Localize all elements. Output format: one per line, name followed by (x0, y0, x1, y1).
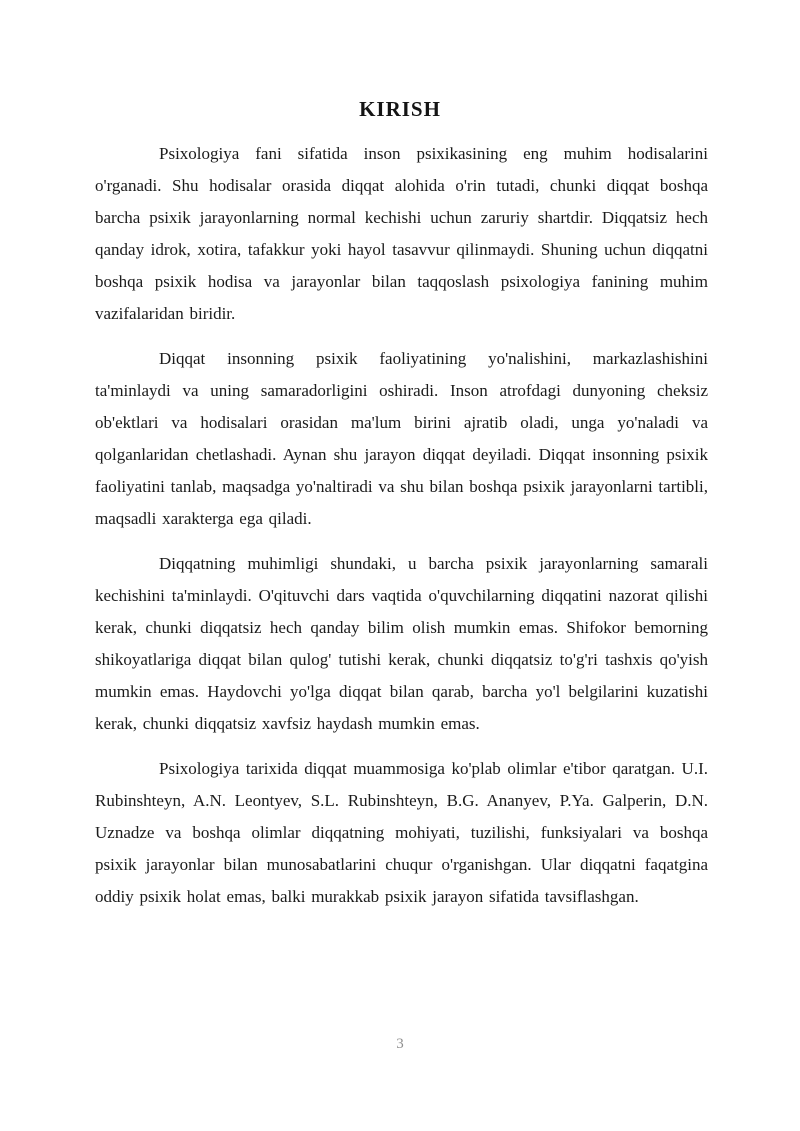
paragraph-3: Diqqatning muhimligi shundaki, u barcha psixik jarayonlarning samarali kechishini ta'minlaydi. O'qituvchi dars vaqtida o'quvchilarning diqqatini nazorat qilishi kerak, chunki diqqatsiz hech qanday bilim olish mumkin emas. Shifokor bemorning shikoyatlariga diqqat bilan qulog' tutishi kerak, chunki diqqatsiz to'g'ri tashxis qo'yish mumkin emas. Haydovchi yo'lga diqqat bilan qarab, barcha yo'l belgilarini kuzatishi kerak, chunki diqqatsiz xavfsiz haydash mumkin emas. (95, 554, 708, 733)
page-number: 3 (396, 1036, 404, 1052)
paragraph-4: Psixologiya tarixida diqqat muammosiga ko'plab olimlar e'tibor qaratgan. U.I. Rubinshteyn, A.N. Leontyev, S.L. Rubinshteyn, B.G. Ananyev, P.Ya. Galperin, D.N. Uznadze va boshqa olimlar diqqatning mohiyati, tuzilishi, funksiyalari va boshqa psixik jarayonlar bilan munosabatlarini chuqur o'rganishgan. Ular diqqatni faqatgina oddiy psixik holat emas, balki murakkab psixik jarayon sifatida tavsiflashgan. (95, 759, 708, 906)
body-text (95, 138, 708, 926)
paragraph-1: Psixologiya fani sifatida inson psixikasining eng muhim hodisalarini o'rganadi. Shu hodisalar orasida diqqat alohida o'rin tutadi, chunki diqqat boshqa barcha psixik jarayonlarning normal kechishi uchun zaruriy shartdir. Diqqatsiz hech qanday idrok, xotira, tafakkur yoki hayol tasavvur qilinmaydi. Shuning uchun diqqatni boshqa psixik hodisa va jarayonlar bilan taqqoslash psixologiya fanining muhim vazifalaridan biridir. (95, 144, 708, 323)
page-title: KIRISH (359, 97, 441, 121)
paragraph-2: Diqqat insonning psixik faoliyatining yo'nalishini, markazlashishini ta'minlaydi va uning samaradorligini oshiradi. Inson atrofdagi dunyoning cheksiz ob'ektlari va hodisalari orasidan ma'lum birini ajratib oladi, unga yo'naladi va qolganlaridan chetlashadi. Aynan shu jarayon diqqat deyiladi. Diqqat insonning psixik faoliyatini tanlab, maqsadga yo'naltiradi va shu bilan boshqa psixik jarayonlarni tartibli, maqsadli xarakterga ega qiladi. (95, 349, 708, 528)
